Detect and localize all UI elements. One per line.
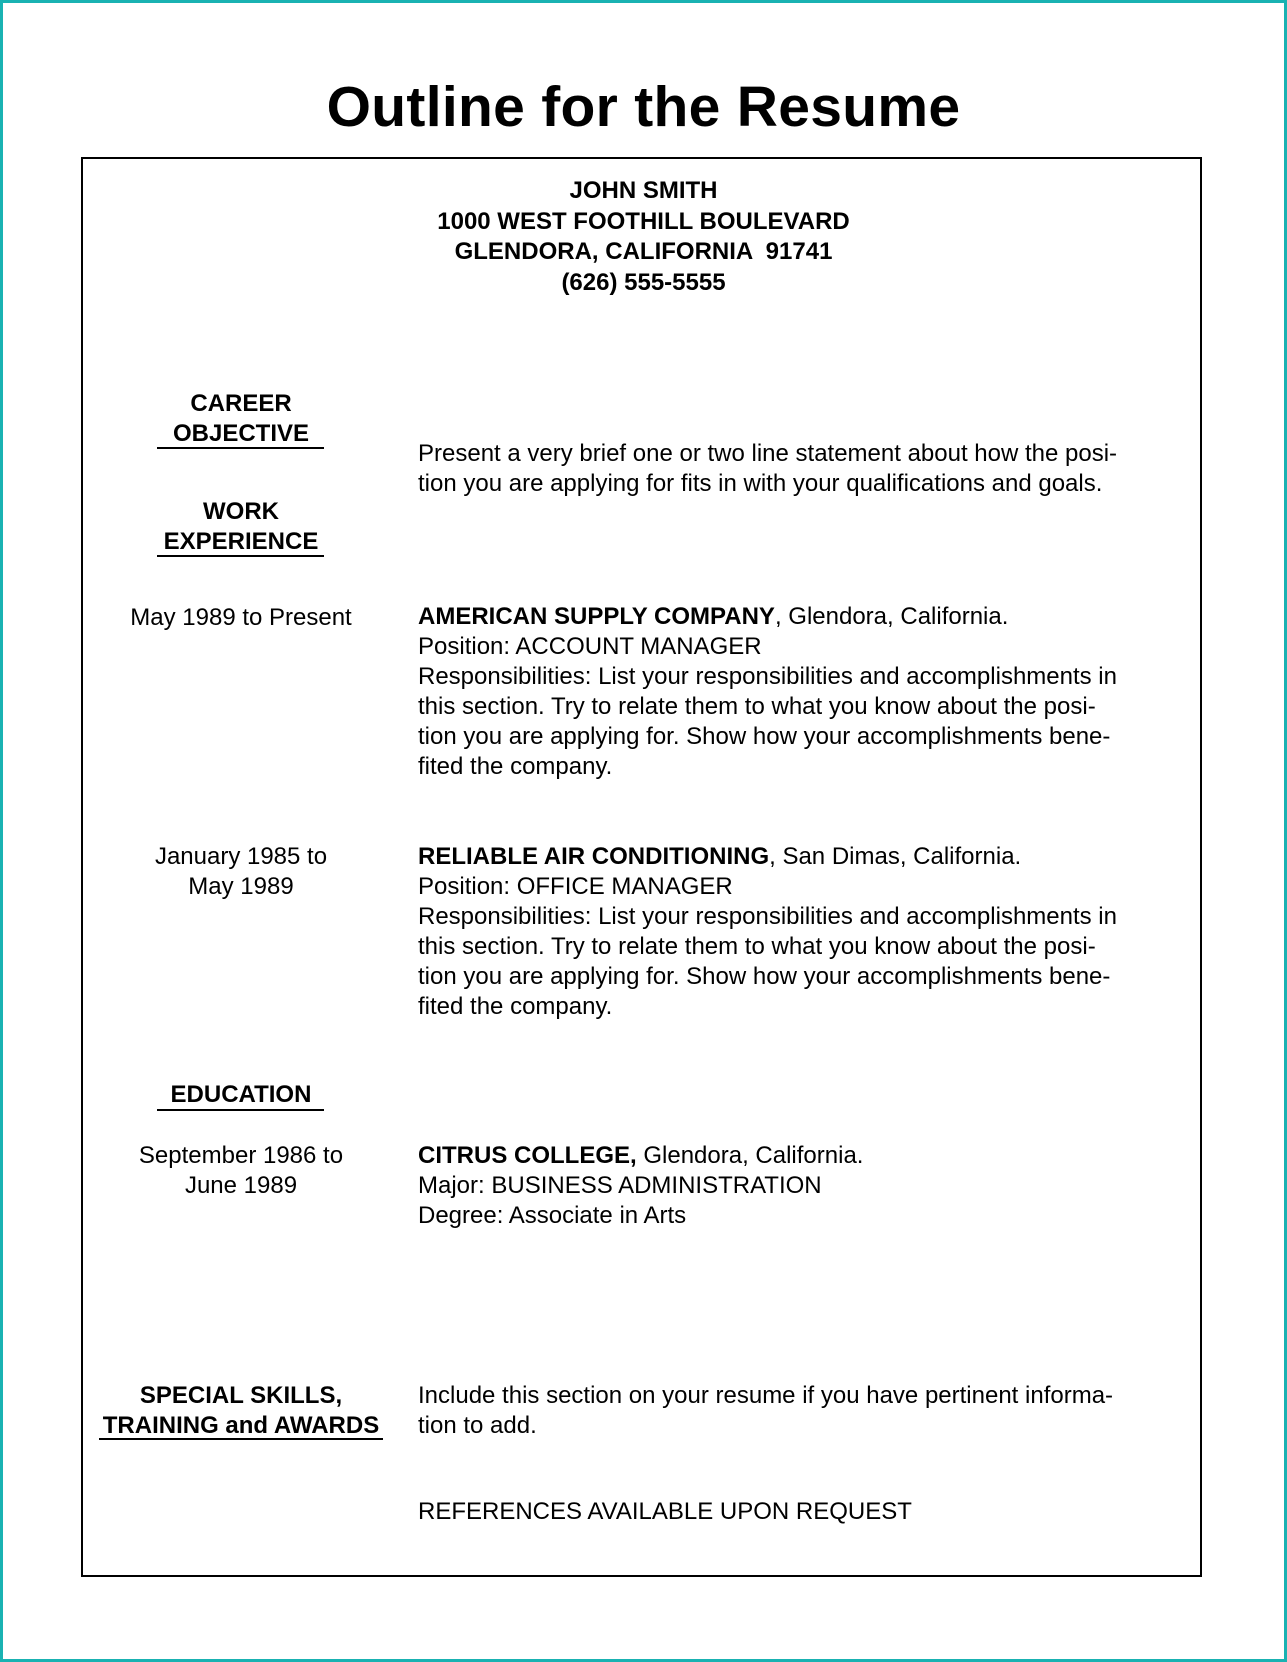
- references-text: REFERENCES AVAILABLE UPON REQUEST: [418, 1498, 912, 1525]
- job-2-company-line: [418, 842, 1168, 872]
- job-2-responsibility-line: fited the company.: [418, 993, 613, 1020]
- job-2-dates: [121, 842, 361, 902]
- education-major: Major: BUSINESS ADMINISTRATION: [418, 1172, 822, 1199]
- special-skills-text: [418, 1381, 1168, 1441]
- education-details: [418, 1141, 1168, 1231]
- job-1-responsibility-line: fited the company.: [418, 753, 613, 780]
- work-experience-underline: [157, 555, 324, 557]
- career-objective-heading-line1: CAREER: [190, 390, 292, 417]
- education-dates-line1: September 1986 to: [138, 1142, 344, 1169]
- work-experience-heading: [121, 497, 361, 557]
- special-skills-underline: [99, 1438, 383, 1440]
- document-title: Outline for the Resume: [326, 75, 961, 139]
- career-objective-text: [418, 439, 1168, 499]
- job-2-dates-line1: January 1985 to: [154, 843, 328, 870]
- job-1-dates-line1: May 1989 to Present: [130, 604, 352, 631]
- career-objective-line: tion you are applying for fits in with your qualifications and goals.: [418, 470, 1103, 497]
- job-2-responsibility-line: this section. Try to relate them to what you know about the posi-: [418, 933, 1096, 960]
- education-heading-text: EDUCATION: [170, 1081, 312, 1108]
- education-dates: [121, 1141, 361, 1201]
- special-skills-heading: [91, 1381, 391, 1441]
- job-2-dates-line2: May 1989: [188, 873, 294, 900]
- applicant-name: JOHN SMITH: [569, 177, 718, 204]
- job-2-details: [418, 842, 1168, 1022]
- education-school-line: [418, 1141, 1168, 1171]
- education-dates-line2: June 1989: [184, 1172, 298, 1199]
- job-1-company: AMERICAN SUPPLY COMPANY: [418, 603, 775, 630]
- career-objective-underline: [157, 447, 324, 449]
- special-skills-heading-line1: SPECIAL SKILLS,: [139, 1382, 343, 1409]
- special-skills-line: Include this section on your resume if you have pertinent informa-: [418, 1382, 1114, 1409]
- career-objective-line: Present a very brief one or two line statement about how the posi-: [418, 440, 1118, 467]
- job-1-location: , Glendora, California.: [774, 603, 1009, 630]
- education-heading: [121, 1080, 361, 1110]
- education-underline: [157, 1109, 324, 1111]
- job-1-responsibility-line: Responsibilities: List your responsibilities and accomplishments in: [418, 663, 1117, 690]
- job-2-responsibility-line: tion you are applying for. Show how your accomplishments bene-: [418, 963, 1111, 990]
- career-objective-heading-line2: OBJECTIVE: [172, 420, 310, 447]
- address-line-2: GLENDORA, CALIFORNIA 91741: [454, 238, 833, 265]
- job-1-position: Position: ACCOUNT MANAGER: [418, 633, 762, 660]
- job-1-responsibility-line: this section. Try to relate them to what you know about the posi-: [418, 693, 1096, 720]
- special-skills-heading-line2: TRAINING and AWARDS: [102, 1412, 380, 1439]
- job-2-location: , San Dimas, California.: [769, 843, 1022, 870]
- job-2-company: RELIABLE AIR CONDITIONING: [418, 843, 770, 870]
- job-1-company-line: [418, 602, 1168, 632]
- work-experience-heading-line1: WORK: [203, 498, 279, 525]
- job-2-position: Position: OFFICE MANAGER: [418, 873, 733, 900]
- job-1-responsibility-line: tion you are applying for. Show how your accomplishments bene-: [418, 723, 1111, 750]
- contact-header: [0, 176, 1287, 298]
- references-note: [418, 1497, 1168, 1527]
- phone-number: (626) 555-5555: [561, 268, 726, 296]
- job-1-dates: [121, 603, 361, 633]
- career-objective-heading: [121, 389, 361, 449]
- job-1-details: [418, 602, 1168, 782]
- special-skills-line: tion to add.: [418, 1412, 537, 1439]
- education-school: CITRUS COLLEGE,: [418, 1142, 637, 1169]
- education-location: Glendora, California.: [636, 1142, 864, 1169]
- address-line-1: 1000 WEST FOOTHILL BOULEVARD: [437, 207, 850, 235]
- work-experience-heading-line2: EXPERIENCE: [163, 528, 319, 555]
- education-degree: Degree: Associate in Arts: [418, 1202, 687, 1229]
- job-2-responsibility-line: Responsibilities: List your responsibilities and accomplishments in: [418, 903, 1117, 930]
